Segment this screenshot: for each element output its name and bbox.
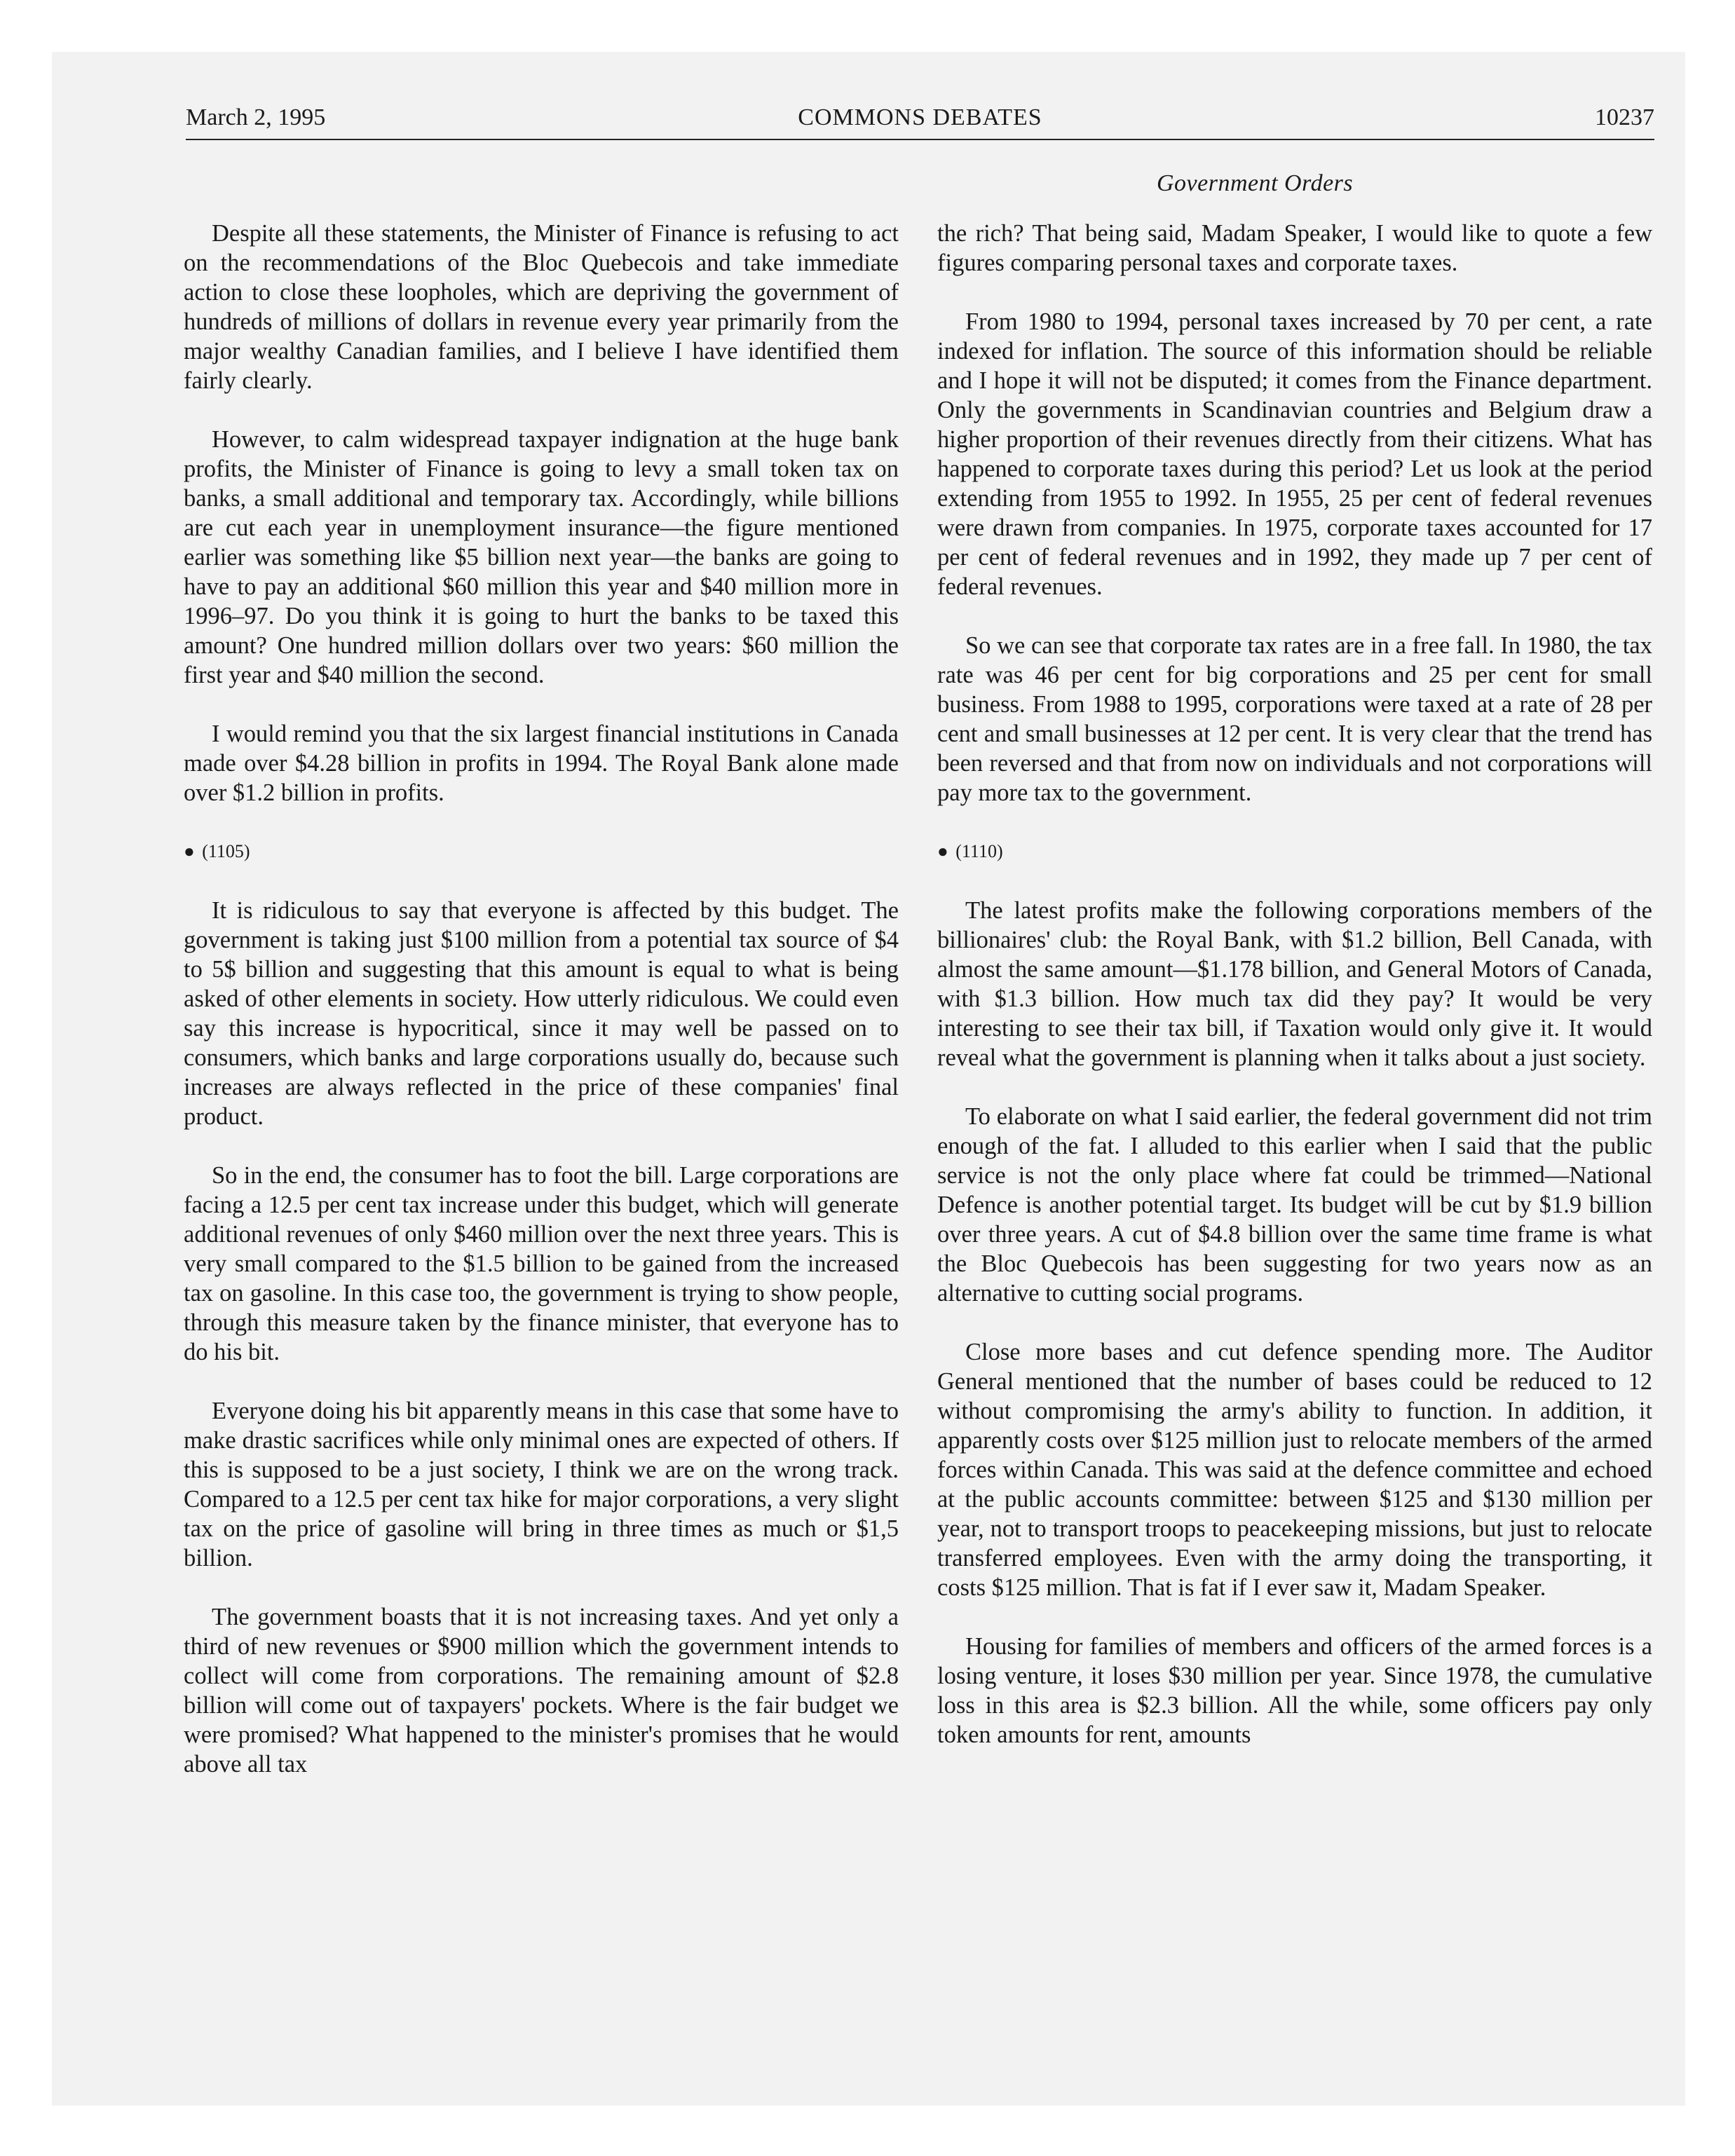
paragraph: The latest profits make the following corporations members of the billionaires' club: the Royal Bank, with $1.2 billion, Bell Canada, with almost the same amount—$1.178 billion, and General Motors of Canada, with $1.3 billion. How much tax did they pay? It would be very interesting to see their tax bill, if Taxation would only give it. It would reveal what the government is planning when it talks about a just society. <box>937 897 1652 1071</box>
paragraph: the rich? That being said, Madam Speaker, I would like to quote a few figures comparing personal taxes and corporate taxes. <box>937 220 1652 276</box>
header-rule <box>186 139 1654 140</box>
right-column <box>937 219 1652 1779</box>
time-marker-label: (1105) <box>202 841 250 861</box>
bullet-icon: ● <box>937 841 948 861</box>
paragraph: I would remind you that the six largest financial institutions in Canada made over $4.28 billion in profits in 1994. The Royal Bank alone made over $1.2 billion in profits. <box>184 721 899 806</box>
paragraph: Despite all these statements, the Minister of Finance is refusing to act on the recommendations of the Bloc Quebecois and take immediate action to close these loopholes, which are depriving the government of hundreds of millions of dollars in revenue every year primarily from the major wealthy Canadian families, and I believe I have identified them fairly clearly. <box>184 220 899 394</box>
paragraph: Everyone doing his bit apparently means in this case that some have to make drastic sacrifices while only minimal ones are expected of others. If this is supposed to be a just society, I think we are on the wrong track. Compared to a 12.5 per cent tax hike for major corporations, a very slight tax on the price of gasoline will bring in three times as much or $1,5 billion. <box>184 1398 899 1571</box>
paragraph: Housing for families of members and officers of the armed forces is a losing venture, it loses $30 million per year. Since 1978, the cumulative loss in this area is $2.3 billion. All the while, some officers pay only token amounts for rent, amounts <box>937 1633 1652 1748</box>
paragraph: To elaborate on what I said earlier, the federal government did not trim enough of the fat. I alluded to this earlier when I said that the public service is not the only place where fat could be trimmed—National Defence is another potential target. Its budget will be cut by $1.9 billion over three years. A cut of $4.8 billion over the same time frame is what the Bloc Quebecois has been suggesting for two years now as an alternative to cutting social programs. <box>937 1103 1652 1306</box>
paragraph: However, to calm widespread taxpayer indignation at the huge bank profits, the Minister of Finance is going to levy a small token tax on banks, a small additional and temporary tax. Accordingly, while billions are cut each year in unemployment insurance—the figure mentioned earlier was something like $5 billion next year—the banks are going to have to pay an additional $60 million this year and $40 million more in 1996–97. Do you think it is going to hurt the banks to be taxed this amount? One hundred million dollars over two years: $60 million the first year and $40 million the second. <box>184 426 899 688</box>
paragraph: So we can see that corporate tax rates are in a free fall. In 1980, the tax rate was 46 per cent for big corporations and 25 per cent for small business. From 1988 to 1995, corporations were taxed at a rate of 28 per cent and small businesses at 12 per cent. It is very clear that the trend has been reversed and that from now on individuals and not corporations will pay more tax to the government. <box>937 632 1652 806</box>
left-column <box>184 219 899 1808</box>
bullet-icon: ● <box>184 841 195 861</box>
section-label: Government Orders <box>1157 170 1354 196</box>
running-header <box>186 104 1654 137</box>
paragraph: So in the end, the consumer has to foot the bill. Large corporations are facing a 12.5 per cent tax increase under this budget, which will generate additional revenues of only $460 million over the next three years. This is very small compared to the $1.5 billion to be gained from the increased tax on gasoline. In this case too, the government is trying to show people, through this measure taken by the finance minister, that everyone has to do his bit. <box>184 1162 899 1365</box>
time-marker-label: (1110) <box>955 841 1003 861</box>
header-date: March 2, 1995 <box>186 104 326 130</box>
header-publication-title: COMMONS DEBATES <box>798 104 1042 130</box>
paragraph: From 1980 to 1994, personal taxes increased by 70 per cent, a rate indexed for inflation. The source of this information should be reliable and I hope it will not be disputed; it comes from the Finance department. Only the governments in Scandinavian countries and Belgium draw a higher proportion of their revenues directly from their citizens. What has happened to corporate taxes during this period? Let us look at the period extending from 1955 to 1992. In 1955, 25 per cent of federal revenues were drawn from companies. In 1975, corporate taxes accounted for 17 per cent of federal revenues and in 1992, they made up 7 per cent of federal revenues. <box>937 308 1652 600</box>
time-marker <box>937 837 1652 866</box>
paragraph: The government boasts that it is not increasing taxes. And yet only a third of new revenues or $900 million which the government intends to collect will come from corporations. The remaining amount of $2.8 billion will come out of taxpayers' pockets. Where is the fair budget we were promised? What happened to the minister's promises that he would above all tax <box>184 1604 899 1778</box>
paragraph: Close more bases and cut defence spending more. The Auditor General mentioned that the number of bases could be reduced to 12 without compromising the army's ability to function. In addition, it apparently costs over $125 million just to relocate members of the armed forces within Canada. This was said at the defence committee and echoed at the public accounts committee: between $125 and $130 million per year, not to transport troops to peacekeeping missions, but just to relocate transferred employees. Even with the army doing the transporting, it costs $125 million. That is fat if I ever saw it, Madam Speaker. <box>937 1339 1652 1601</box>
header-page-number: 10237 <box>1595 104 1654 130</box>
paragraph: It is ridiculous to say that everyone is affected by this budget. The government is taking just $100 million from a potential tax source of $4 to 5$ billion and suggesting that this amount is equal to what is being asked of other elements in society. How utterly ridiculous. We could even say this increase is hypocritical, since it may well be passed on to consumers, which banks and large corporations usually do, because such increases are always reflected in the price of these companies' final product. <box>184 897 899 1130</box>
time-marker <box>184 837 899 866</box>
